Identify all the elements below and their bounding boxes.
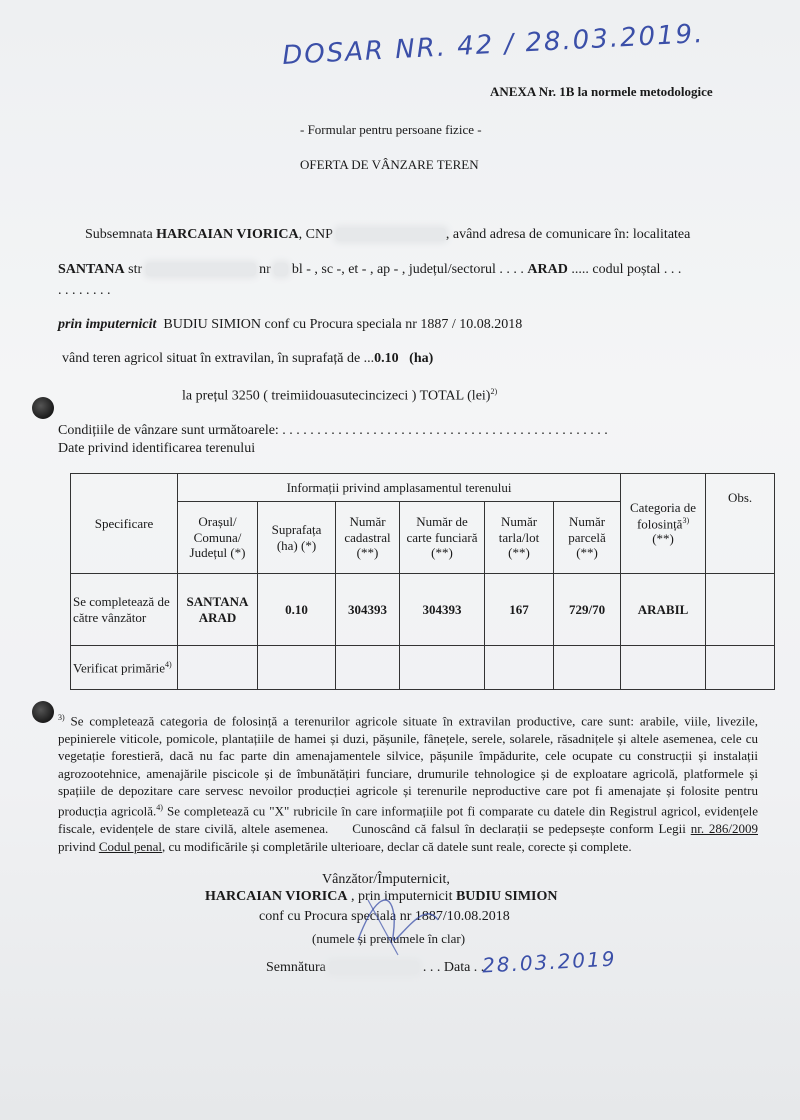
cell-cadastral: 304393 xyxy=(336,574,400,646)
price-footnote: 2) xyxy=(490,387,498,396)
nr-label: nr xyxy=(259,262,271,277)
cell-empty xyxy=(258,646,336,690)
intro-line-1 xyxy=(85,227,690,243)
cell-empty xyxy=(336,646,400,690)
identification-heading: Date privind identificarea terenului xyxy=(58,441,256,456)
cell-obs xyxy=(706,574,775,646)
declaration-b: privind xyxy=(58,838,96,854)
table-row xyxy=(71,574,775,646)
land-line xyxy=(62,351,433,367)
handwritten-date: 28.03.2019 xyxy=(481,946,618,978)
declaration-c: , cu modificările și completările ulterioare, declar că datele sunt reale, corecte și complete. xyxy=(162,838,632,854)
annex-title: ANEXA Nr. 1B la normele metodologice xyxy=(490,84,713,99)
location-group-header: Informații privind amplasamentul terenului xyxy=(178,474,621,502)
table-row xyxy=(71,646,775,690)
cell-empty xyxy=(178,646,258,690)
redacted-street xyxy=(146,263,256,276)
column-header-area: Suprafața (ha) (*) xyxy=(258,502,336,574)
row-label-seller: Se completează de către vânzător xyxy=(71,574,178,646)
land-identification-table xyxy=(70,473,775,690)
signature-seller: HARCAIAN VIORICA xyxy=(205,889,348,904)
seller-name: HARCAIAN VIORICA xyxy=(156,227,299,242)
signature-proxy: BUDIU SIMION xyxy=(455,889,558,904)
document-title: OFERTA DE VÂNZARE TEREN xyxy=(300,157,479,172)
cell-empty xyxy=(400,646,485,690)
punch-hole-top xyxy=(32,397,54,419)
date-label: . . . Data . . xyxy=(422,960,485,975)
price-text: la prețul 3250 ( treimiidouasutecincizeci ) TOTAL (lei) xyxy=(182,388,491,404)
proxy-label: prin imputernicit xyxy=(58,317,157,332)
footnote-4: Se completează cu "X" rubricile în care informațiile pot fi comparate cu datele din Registrul agricol, evidențele fiscale, evidențele de stare civilă, altele asemenea. xyxy=(58,803,758,837)
signature-role: Vânzător/Împuternicit, xyxy=(322,872,450,887)
handwritten-file-number: DOSAR NR. 42 / 28.03.2019. xyxy=(281,18,706,72)
cell-parcel: 729/70 xyxy=(554,574,621,646)
punch-hole-bottom xyxy=(32,701,54,723)
footnote-3-marker: 3) xyxy=(58,713,65,722)
cell-empty xyxy=(706,646,775,690)
specificare-header: Specificare xyxy=(71,474,178,574)
law-reference: nr. 286/2009 xyxy=(690,821,758,837)
column-header-parcel: Număr parcelă (**) xyxy=(554,502,621,574)
cnp-tail: , având adresa de comunicare în: localitatea xyxy=(445,227,691,242)
column-header-cadastral: Număr cadastral (**) xyxy=(336,502,400,574)
footnote-4-marker: 4) xyxy=(156,803,163,813)
declaration-a: Cunoscând că falsul în declarații se pedepsește conform Legii xyxy=(352,821,686,837)
cnp-label: , CNP xyxy=(298,227,333,242)
land-unit: (ha) xyxy=(409,351,434,366)
column-header-city: Orașul/ Comuna/ Județul (*) xyxy=(178,502,258,574)
subsemnata-label: Subsemnata xyxy=(85,227,153,242)
handwritten-signature xyxy=(338,880,458,970)
county: ARAD xyxy=(527,262,568,277)
proxy-line xyxy=(58,317,522,333)
price-line xyxy=(182,387,497,405)
conditions-line: Condițiile de vânzare sunt următoarele: . . . . . . . . . . . . . . . . . . . . . . . . . . . . . . . . . . . . . . . . . . . . . . . xyxy=(58,423,608,438)
locality: SANTANA xyxy=(58,262,125,277)
cell-empty xyxy=(554,646,621,690)
category-header: Categoria de folosință$^{3)}$ (**) xyxy=(621,474,706,574)
cell-empty xyxy=(485,646,554,690)
footnote-3: Se completează categoria de folosință a terenurilor agricole situate în extravilan productive, care sunt: arabile, viile, livezile, pepinierele viticole, pomicole, plantațiile de hamei și duzi, pășunile, fânețele, serele, solarele, răsadnițele și altele asemenea, cele cu vegetație forestieră, dacă nu fac parte din amenajamentele silvice, pășunile împădurite, cele ocupate cu construcții și instalații agrozootehnice, amenajările piscicole și de îmbunătățiri funciare, drumurile tehnologice și de exploatare agricolă, platformele și spațiile de depozitare care servesc nevoilor producției agricole și terenurile neproductive care pot fi amenajate și folosite pentru producția agricolă. xyxy=(58,713,759,819)
cell-tarla: 167 xyxy=(485,574,554,646)
cell-city: SANTANA ARAD xyxy=(178,574,258,646)
intro-line-2 xyxy=(58,262,681,278)
redacted-signature xyxy=(329,961,419,974)
column-header-land-book: Număr de carte funciară (**) xyxy=(400,502,485,574)
cell-land-book: 304393 xyxy=(400,574,485,646)
cell-empty xyxy=(621,646,706,690)
address-rest: bl - , sc -, et - , ap - , județul/sectorul . . . . xyxy=(291,262,524,277)
signature-line xyxy=(266,960,484,976)
postal-code: ..... codul poștal . . . xyxy=(571,262,682,277)
signature-label: Semnătura xyxy=(266,960,326,975)
signature-procura: conf cu Procura speciala nr 1887/10.08.2018 xyxy=(259,909,510,924)
redacted-cnp xyxy=(336,228,446,241)
signature-clarity-note: (numele și prenumele în clar) xyxy=(312,931,466,946)
land-area: 0.10 xyxy=(374,351,399,366)
signature-mid: , prin imputernicit xyxy=(350,889,453,904)
street-label: str xyxy=(128,262,143,277)
land-text: vând teren agricol situat în extravilan, în suprafață de ... xyxy=(62,351,375,366)
cell-category: ARABIL xyxy=(621,574,706,646)
column-header-tarla: Număr tarla/lot (**) xyxy=(485,502,554,574)
row-label-verified: Verificat primărie$^{4)}$ xyxy=(71,646,178,690)
penal-code-reference: Codul penal xyxy=(98,838,162,854)
form-type: - Formular pentru persoane fizice - xyxy=(300,122,482,137)
intro-dots: . . . . . . . . xyxy=(58,283,111,298)
redacted-number xyxy=(274,263,288,276)
cell-area: 0.10 xyxy=(258,574,336,646)
obs-header: Obs. xyxy=(706,474,775,574)
proxy-text: BUDIU SIMION conf cu Procura speciala nr 1887 / 10.08.2018 xyxy=(163,317,523,332)
footnotes xyxy=(58,709,758,855)
